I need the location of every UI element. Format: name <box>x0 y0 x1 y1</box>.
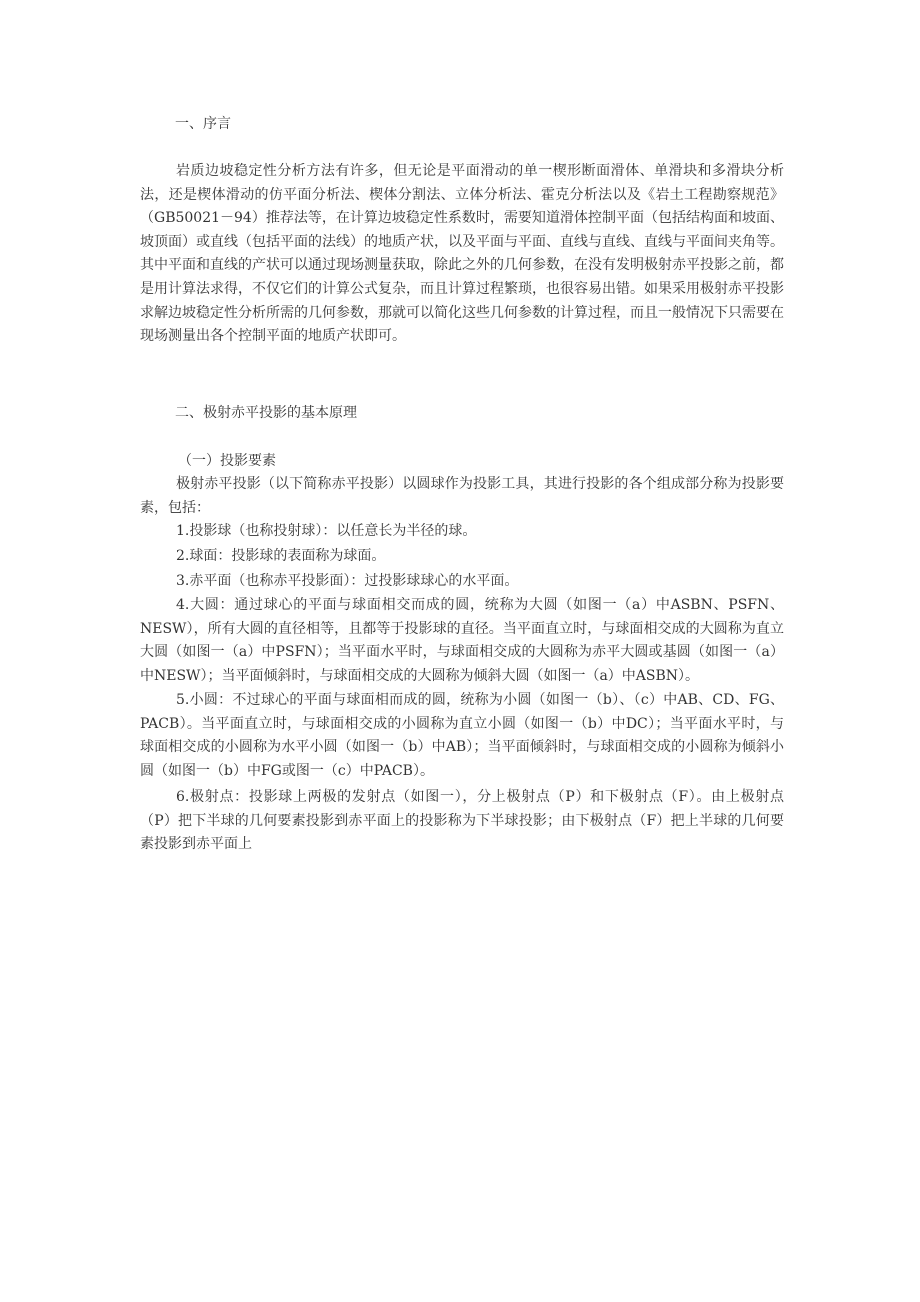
intro-paragraph: 岩质边坡稳定性分析方法有许多，但无论是平面滑动的单一楔形断面滑体、单滑块和多滑块分析法，还是楔体滑动的仿平面分析法、楔体分割法、立体分析法、霍克分析法以及《岩土工程勘察规范》（GB50021－94）推荐法等，在计算边坡稳定性系数时，需要知道滑体控制平面（包括结构面和坡面、坡顶面）或直线（包括平面的法线）的地质产状，以及平面与平面、直线与直线、直线与平面间夹角等。其中平面和直线的产状可以通过现场测量获取，除此之外的几何参数，在没有发明极射赤平投影之前，都是用计算法求得，不仅它们的计算公式复杂，而且计算过程繁琐，也很容易出错。如果采用极射赤平投影求解边坡稳定性分析所需的几何参数，那就可以简化这些几何参数的计算过程，而且一般情况下只需要在现场测量出各个控制平面的地质产状即可。 <box>140 163 784 345</box>
projection-elements-lead: 极射赤平投影（以下简称赤平投影）以圆球作为投影工具，其进行投影的各个组成部分称为投影要素，包括： <box>140 476 784 516</box>
list-item-sphere-surface: 2.球面：投影球的表面称为球面。 <box>176 548 386 564</box>
list-item-pole-point: 6.极射点：投影球上两极的发射点（如图一），分上极射点（P）和下极射点（F）。由上极射点（P）把下半球的几何要素投影到赤平面上的投影称为下半球投影；由下极射点（F）把上半球的几何要素投影到赤平面上 <box>140 789 784 853</box>
list-item-great-circle: 4.大圆：通过球心的平面与球面相交而成的圆，统称为大圆（如图一（a）中ASBN、PSFN、NESW），所有大圆的直径相等，且都等于投影球的直径。当平面直立时，与球面相交成的大圆称为直立大圆（如图一（a）中PSFN）；当平面水平时，与球面相交成的大圆称为赤平大圆或基圆（如图一（a）中NESW）；当平面倾斜时，与球面相交成的大圆称为倾斜大圆（如图一（a）中ASBN）。 <box>140 597 784 684</box>
list-item-projection-sphere: 1.投影球（也称投射球）：以任意长为半径的球。 <box>176 523 477 539</box>
section-heading-intro: 一、序言 <box>175 116 231 132</box>
section-heading-principles: 二、极射赤平投影的基本原理 <box>175 405 357 421</box>
list-item-equatorial-plane: 3.赤平面（也称赤平投影面）：过投影球球心的水平面。 <box>176 573 519 589</box>
list-item-small-circle: 5.小圆：不过球心的平面与球面相而成的圆，统称为小圆（如图一（b）、（c）中AB、CD、FG、PACB）。当平面直立时，与球面相交成的小圆称为直立小圆（如图一（b）中DC）；当平面水平时，与球面相交成的小圆称为水平小圆（如图一（b）中AB）；当平面倾斜时，与球面相交成的小圆称为倾斜小圆（如图一（b）中FG或图一（c）中PACB）。 <box>140 692 784 779</box>
subsection-heading-projection-elements: （一）投影要素 <box>178 453 276 469</box>
